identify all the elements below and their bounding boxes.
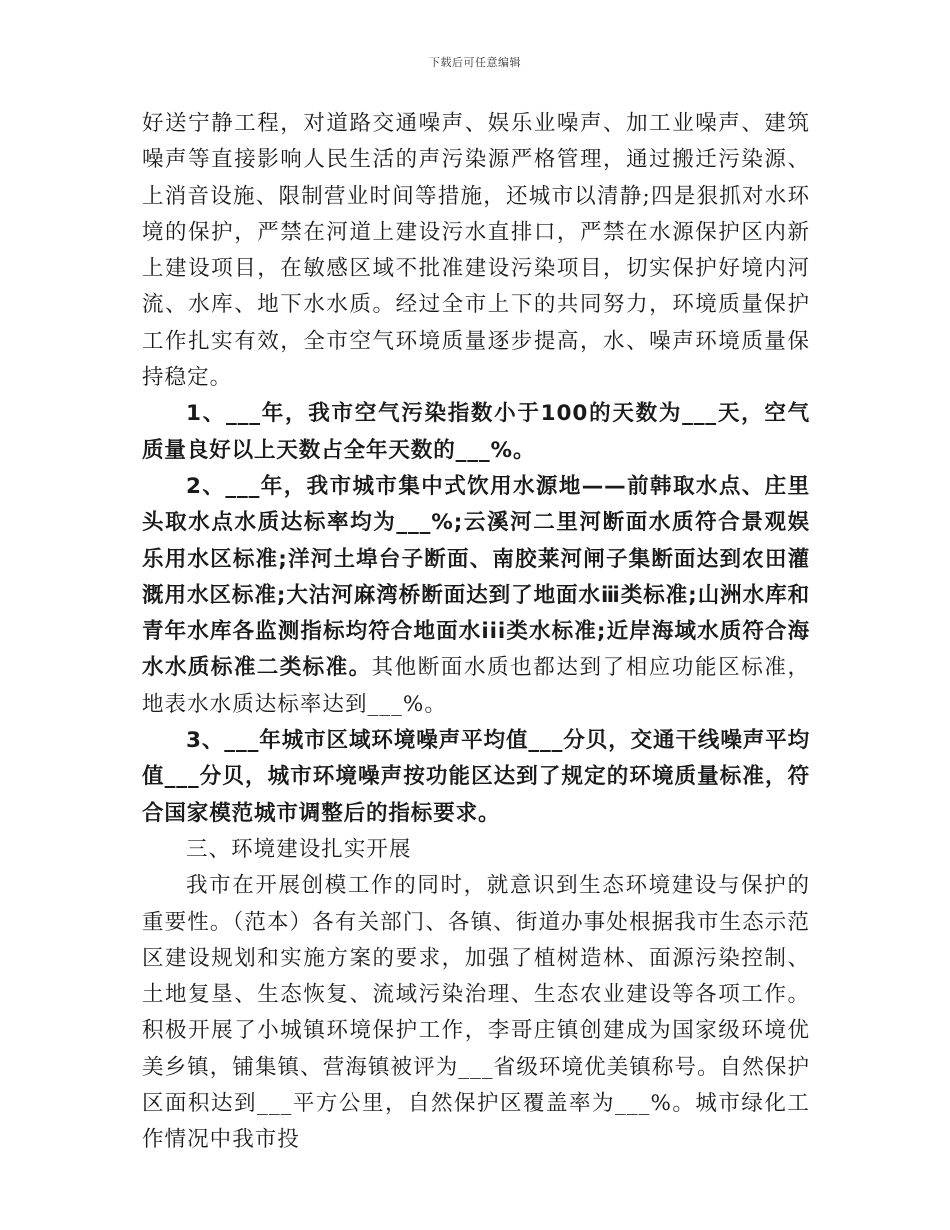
- paragraph-ecological-construction: 我市在开展创模工作的同时，就意识到生态环境建设与保护的重要性。（范本）各有关部门、各镇、街道办事处根据我市生态示范区建设规划和实施方案的要求，加强了植树造林、面源污染控制、土地复垦、生态恢复、流域污染治理、生态农业建设等各项工作。积极开展了小城镇环境保护工作，李哥庄镇创建成为国家级环境优美乡镇，铺集镇、营海镇被评为___省级环境优美镇称号。自然保护区面积达到___平方公里，自然保护区覆盖率为___%。城市绿化工作情况中我市投: [142, 873, 810, 1153]
- water-quality-normal-text: 其他断面水质也都达到了相应功能区标准，地表水水质达标率达到___%。: [142, 655, 810, 717]
- document-body: [142, 106, 810, 1159]
- section-heading-environment-construction: 三、环境建设扎实开展: [186, 836, 412, 862]
- paragraph-noise-water-protection: 好送宁静工程，对道路交通噪声、娱乐业噪声、加工业噪声、建筑噪声等直接影响人民生活的声污染源严格管理，通过搬迁污染源、上消音设施、限制营业时间等措施，还城市以清静;四是狠抓对水环境的保护，严禁在河道上建设污水直排口，严禁在水源保护区内新上建设项目，在敏感区域不批准建设污染项目，切实保护好境内河流、水库、地下水水质。经过全市上下的共同努力，环境质量保护工作扎实有效，全市空气环境质量逐步提高，水、噪声环境质量保持稳定。: [142, 111, 810, 391]
- paragraph-air-quality-stats: 1、___年，我市空气污染指数小于100的天数为___天，空气质量良好以上天数占全年天数的___%。: [142, 401, 810, 463]
- page-header: 下载后可任意编辑: [429, 56, 521, 69]
- paragraph-noise-stats: 3、___年城市区域环境噪声平均值___分贝，交通干线噪声平均值___分贝，城市环境噪声按功能区达到了规定的环境质量标准，符合国家模范城市调整后的指标要求。: [142, 728, 810, 826]
- paragraph-water-quality-stats: [142, 469, 810, 723]
- water-quality-bold-text: 2、___年，我市城市集中式饮用水源地——前韩取水点、庄里头取水点水质达标率均为___%;云溪河二里河断面水质符合景观娱乐用水区标准;洋河土埠台子断面、南胶莱河闸子集断面达到农田灌溉用水区标准;大沽河麻湾桥断面达到了地面水ⅲ类标准;山洲水库和青年水库各监测指标均符合地面水iii类水标准;近岸海域水质符合海水水质标准二类标准。: [142, 473, 810, 681]
